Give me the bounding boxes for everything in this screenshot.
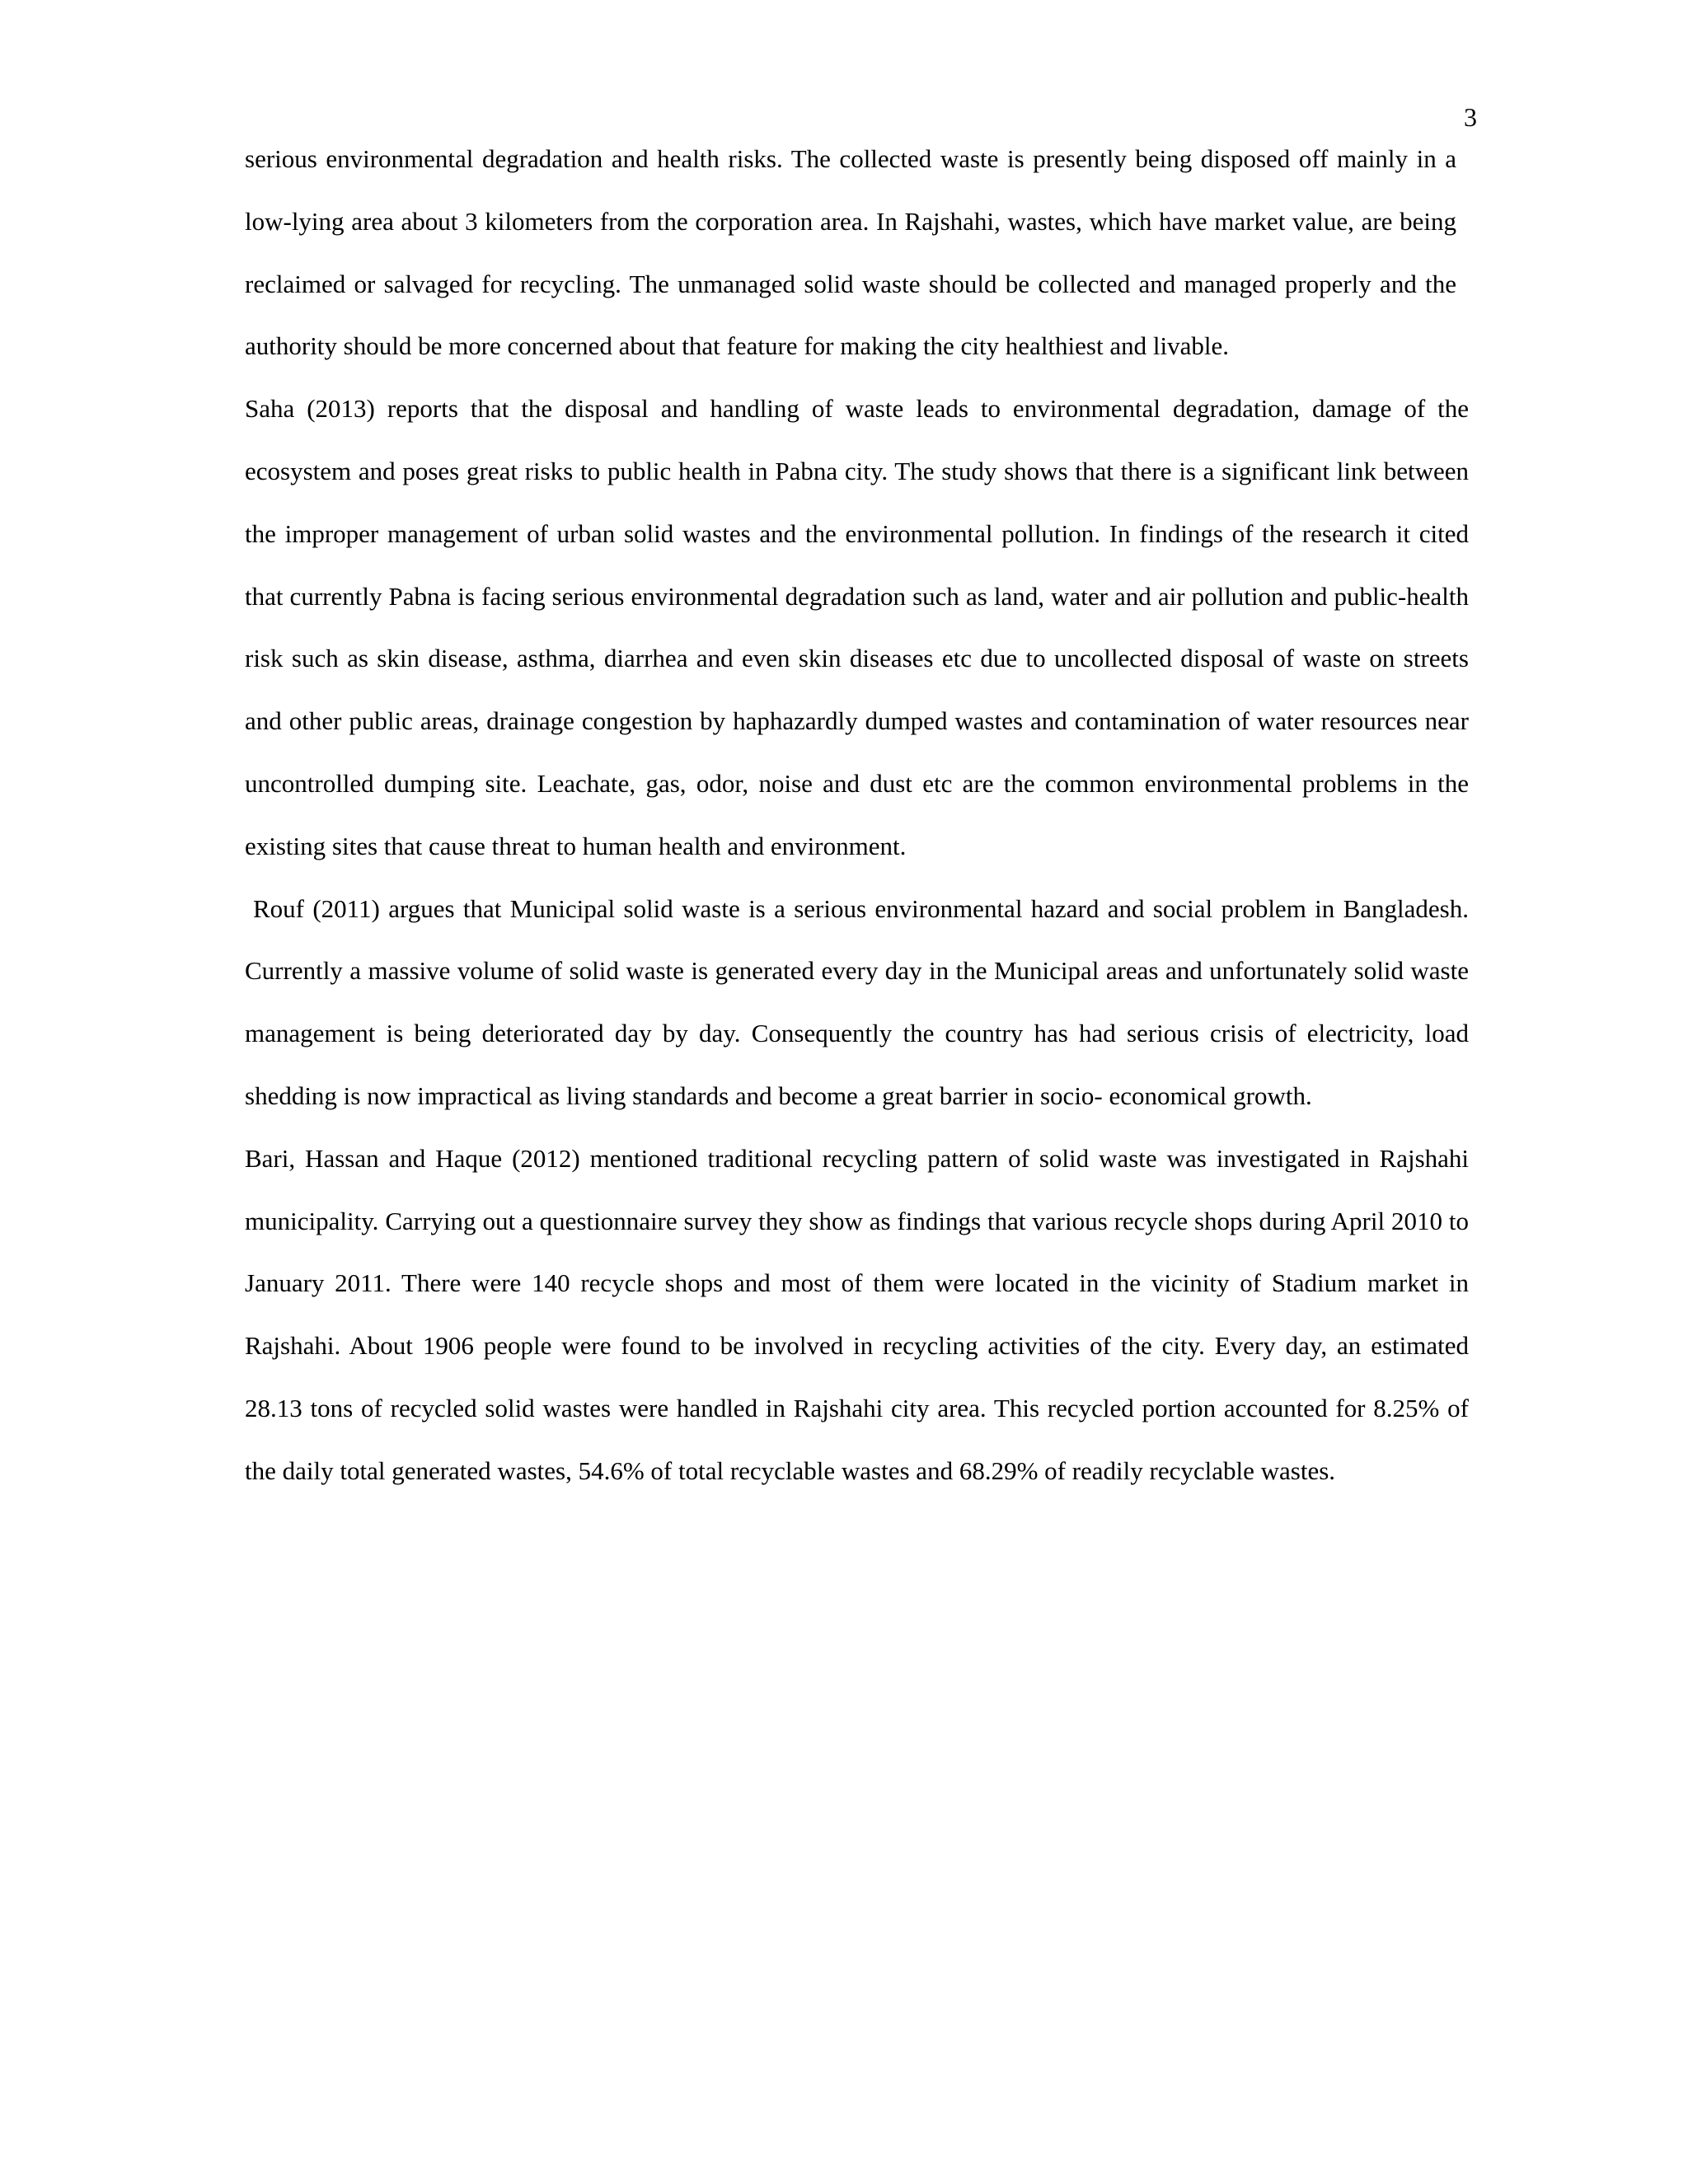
paragraph-waste-disposal-rajshahi: serious environmental degradation and health risks. The collected waste is presently being disposed off mainly in a low-lying area about 3 kilometers from the corporation area. In Rajshahi, wastes, which have market value, are being reclaimed or salvaged for recycling. The unmanaged solid waste should be collected and managed properly and the authority should be more concerned about that feature for making the city healthiest and livable. [245,144,1456,361]
paragraph-rouf-2011: Rouf (2011) argues that Municipal solid waste is a serious environmental hazard and social problem in Bangladesh. Currently a massive volume of solid waste is generated every day in the Municipal areas and unfortunately solid waste management is being deteriorated day by day. Consequently the country has had serious crisis of electricity, load shedding is now impractical as living standards and become a great barrier in socio- economical growth. [245,893,1469,1110]
paragraph-saha-2013: Saha (2013) reports that the disposal and handling of waste leads to environmental degradation, damage of the ecosystem and poses great risks to public health in Pabna city. The study shows that there is a significant link between the improper management of urban solid wastes and the environmental pollution. In findings of the research it cited that currently Pabna is facing serious environmental degradation such as land, water and air pollution and public-health risk such as skin disease, asthma, diarrhea and even skin diseases etc due to uncollected disposal of waste on streets and other public areas, drainage congestion by haphazardly dumped wastes and contamination of water resources near uncontrolled dumping site. Leachate, gas, odor, noise and dust etc are the common environmental problems in the existing sites that cause threat to human health and environment. [245,394,1469,860]
document-body [245,128,1469,1502]
paragraph-bari-hassan-haque-2012: Bari, Hassan and Haque (2012) mentioned traditional recycling pattern of solid waste was investigated in Rajshahi municipality. Carrying out a questionnaire survey they show as findings that various recycle shops during April 2010 to January 2011. There were 140 recycle shops and most of them were located in the vicinity of Stadium market in Rajshahi. About 1906 people were found to be involved in recycling activities of the city. Every day, an estimated 28.13 tons of recycled solid wastes were handled in Rajshahi city area. This recycled portion accounted for 8.25% of the daily total generated wastes, 54.6% of total recyclable wastes and 68.29% of readily recyclable wastes. [245,1143,1469,1485]
page-number: 3 [1464,102,1477,132]
